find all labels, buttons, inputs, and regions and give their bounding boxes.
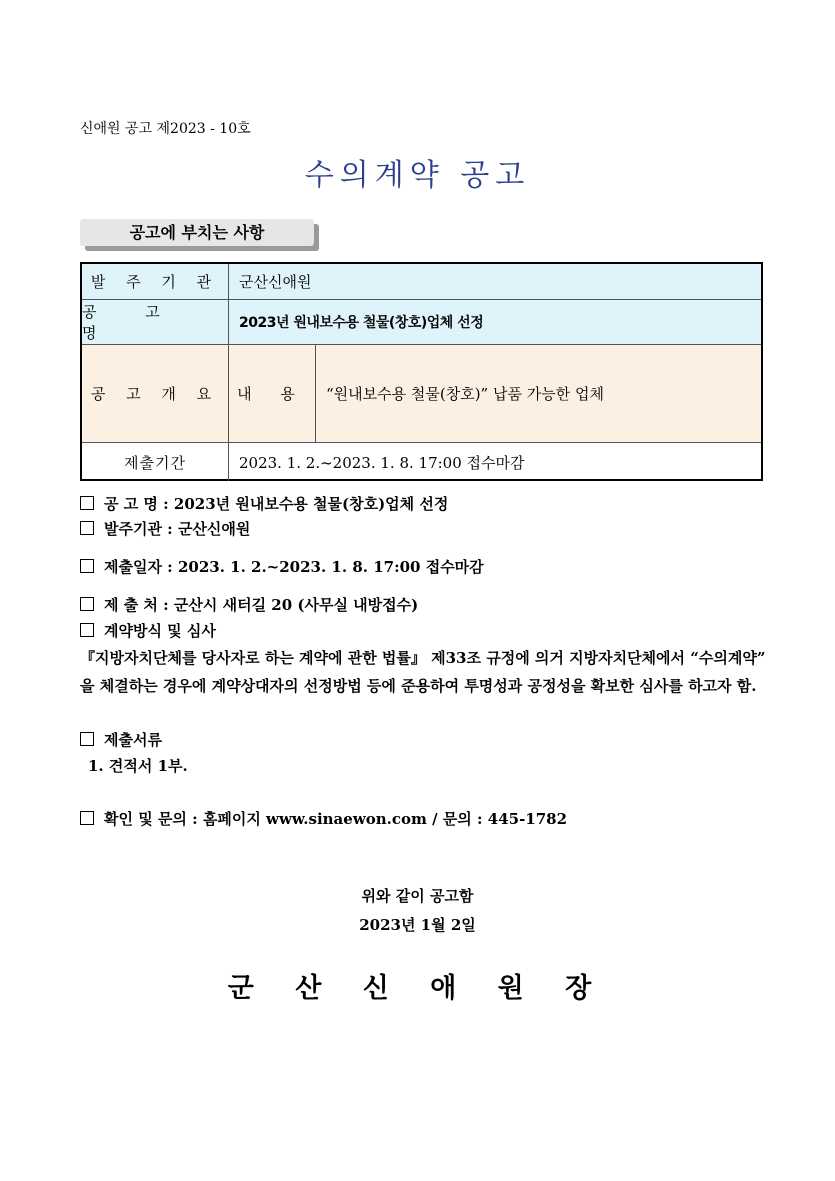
table-row-issuer [82,264,761,300]
name-value: 2023년 원내보수용 철물(창호)업체 선정 [239,315,484,331]
checkbox-icon [80,623,94,637]
item-issuer: 발주기관 : 군산신애원 [80,518,250,539]
summary-sub-label: 내 용 [229,345,316,442]
table-row-name [82,300,761,345]
notice-table [80,262,763,481]
item-name: 공 고 명 : 2023년 원내보수용 철물(창호)업체 선정 [80,493,448,514]
table-row-period [82,443,761,481]
section-tag: 공고에 부치는 사항 [80,219,314,246]
item-contact: 확인 및 문의 : 홈페이지 www.sinaewon.com / 문의 : 445-1782 [80,808,567,829]
name-label: 공 고 명 [82,300,229,344]
period-label: 제출기간 [82,443,229,481]
checkbox-icon [80,732,94,746]
signature: 군 산 신 애 원 장 [227,973,608,1004]
issuer-label: 발 주 기 관 [82,264,229,299]
table-row-summary [82,345,761,443]
docs-item: 1. 견적서 1부. [88,757,188,775]
item-method: 계약방식 및 심사 [80,620,216,641]
summary-value: “원내보수용 철물(창호)” 납품 가능한 업체 [326,385,604,403]
checkbox-icon [80,597,94,611]
checkbox-icon [80,559,94,573]
closing-statement: 위와 같이 공고함 [361,887,474,905]
checkbox-icon [80,811,94,825]
checkbox-icon [80,496,94,510]
issuer-value: 군산신애원 [239,273,312,291]
closing-date: 2023년 1월 2일 [359,916,476,934]
period-value: 2023. 1. 2.~2023. 1. 8. 17:00 접수마감 [239,453,525,472]
item-docs: 제출서류 [80,729,162,750]
checkbox-icon [80,521,94,535]
notice-number: 신애원 공고 제2023 - 10호 [80,121,251,137]
page-title: 수의계약 공고 [304,158,531,193]
item-date: 제출일자 : 2023. 1. 2.~2023. 1. 8. 17:00 접수마감 [80,556,484,577]
item-place: 제 출 처 : 군산시 새터길 20 (사무실 내방접수) [80,594,418,615]
method-description: 『지방자치단체를 당사자로 하는 계약에 관한 법률』 제33조 규정에 의거 지방자치단체에서 “수의계약” 을 체결하는 경우에 계약상대자의 선정방법 등에 준용하여 투명성과 공정성을 확보한 심사를 하고자 함. [80,649,766,695]
summary-label: 공 고 개 요 [82,345,229,442]
